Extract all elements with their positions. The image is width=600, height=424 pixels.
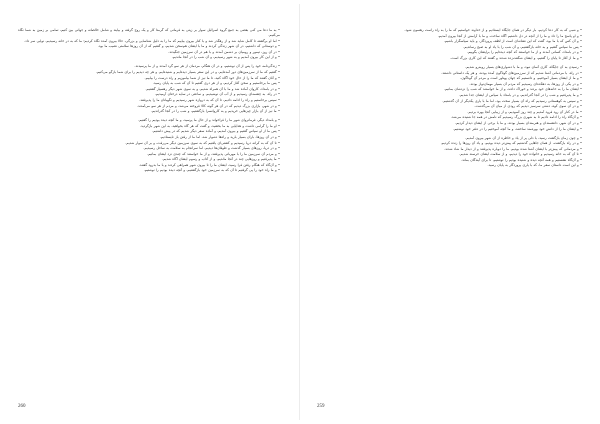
- paragraph: • و ما پذیرفتیم و شب را در آنجا گذراندیم، و در بامداد با سپاس از ایشان جدا شدیم.: [459, 92, 582, 97]
- paragraph: • و ما از آغاز تا پایان را گفتیم، و ایشان شگفت‌زده شدند و گفتند که این کاری بزرگ است.: [450, 55, 582, 60]
- paragraph: • اما او برگشته تا کامل شاید شد و از رهگذر شد و با کنار بیرون بیاییم که ما را به دلیل شناسایی و بزرگی، حالا بیرون آمده نگاه کردیم؛ ما که به در خانه رسیدیم، نوایی سر داد.: [24, 38, 280, 43]
- paragraph: • و مردم آن سرزمین ما را با مهربانی پذیرفتند، و از ما خواستند که چندی نزد ایشان بمانیم.: [147, 151, 280, 156]
- paragraph: • سپس برخاستیم و راه را ادامه دادیم، تا آن که به دروازه شهر رسیدیم و نگهبانان ما را پذیرفتند.: [139, 97, 280, 102]
- paragraph: • و چون زمان بازگشت رسید، با دلی پر از یاد و خاطره از آن شهر بیرون آمدیم.: [465, 135, 582, 140]
- paragraph: • و در دریا، روزهای بسیار گذشت و طوفان‌ها دیدیم، اما سرانجام به سلامت به ساحل رسیدیم.: [143, 146, 280, 151]
- paragraph: • گفتیم که ما از سرزمین‌های دور آمده‌ایم، و در این سفر بسیار دیده‌ایم و شنیده‌ایم، و هر چه دیدیم را برای شما بازگو می‌کنیم.: [95, 69, 280, 74]
- paragraph: • او ما را گرامی داشت و هدایایی به ما بخشید، و گفت که هر گاه بخواهید، به این شهر بازگردید.: [139, 123, 280, 128]
- paragraph: • ما نیز از آن بازار چیزهایی خریدیم و به کاروانسرا بازگشتیم، و شب را در آنجا گذراندیم.: [150, 109, 280, 114]
- paragraph: • و او پاسخ ما را داد و ما را از آنچه در دل داشتیم آگاه ساخت، و ما با آرامش از آنجا بیرون آمدیم.: [437, 33, 582, 38]
- paragraph: • و آن‌گاه راه را ادامه دادیم تا به شهری بزرگ رسیدیم که نامش در همه جا شنیده می‌شد.: [450, 115, 582, 120]
- paragraph: • و در آن سوی کوه، دشتی سرسبز دیدیم که رودی از میان آن می‌گذشت.: [474, 104, 582, 109]
- paragraph: • و دوستانی که داشتیم، در آن شهر زندگی کردند و ما با ایشان هم‌سخن شدیم، و گفتیم که از آن روزها سلامتی نصیب ما بود.: [97, 44, 280, 49]
- paragraph: • و ایشان ما را از دانش خود بهره‌مند ساختند، و ما آنچه آموختیم را در دفتر خود نوشتیم.: [453, 126, 582, 131]
- paragraph: • و ما از ایشان بسیار آموختیم، و دانستیم که جهان پهناور است و مردم آن گوناگون.: [460, 76, 582, 81]
- paragraph: • و در بامداد، کسانی آمدند و از ما خواستند که آنچه دیده‌ایم را برایشان بگوییم.: [467, 50, 582, 55]
- paragraph: • و شبی که به کار دعا کردیم، بار دیگر در همان جایگاه ایستادیم و از خداوند خواستیم که ما را به راه راست رهنمون شود.: [404, 28, 582, 32]
- paragraph: • پس ما از او سپاس گفتیم و بیرون آمدیم، و آماده سفر دیگر شدیم که در پیش داشتیم.: [152, 129, 280, 134]
- paragraph: • و در آن روزها، باران بسیار بارید و راه‌ها دشوار شد، اما ما از رفتن باز نایستادیم.: [159, 134, 280, 139]
- paragraph: • و در شهر، بازاری بزرگ دیدیم که در آن هر گونه کالا فروخته می‌شد، و مردم از هر سو می‌آمدند.: [136, 103, 280, 108]
- paragraph: • تا آن که به کرانه دریا رسیدیم و کشتی‌ای یافتیم که به سوی سرزمین دیگر می‌رفت، و بر آن سوار شدیم.: [125, 140, 280, 145]
- paragraph: • و سپس به کوهستانی رسیدیم که راه آن بسیار سخت بود، اما ما با یاری یکدیگر از آن گذشتیم.: [442, 98, 582, 103]
- paragraph: • و در راه بازگشت، از همان جاهایی گذشتیم که پیش‌تر دیده بودیم، و یاد آن روزها را زنده کردیم.: [440, 141, 582, 146]
- paragraph: • پس ما برخاستیم و سخن آغاز کردیم، و از هر دری گفتیم تا آن که شب به پایان رسید.: [152, 81, 280, 86]
- paragraph: • و در بامداد، کاروان آماده شد و ما با آن همراه شدیم، و به سوی شهر دیگر رهسپار گشتیم.: [145, 86, 280, 91]
- paragraph: • و آن‌گاه که هنگام رفتن فرا رسید، ایشان ما را تا بیرون شهر همراهی کردند و با ما بدرود گفتند.: [138, 162, 280, 167]
- paragraph: • در آن روز، تیمور و رومیان بر دشمن آمدند و با هم در آن سرزمین جنگیدند.: [168, 49, 280, 54]
- paragraph: • زندگی‌نامه خود را پس از آن نوشتیم، و در آن هنگام، مردمان از هر سو گرد آمدند و از ما پرسیدند.: [134, 64, 280, 69]
- right-page-number: 259: [317, 404, 325, 409]
- paragraph: • و از این کار بیرون آمدیم و به شهر رسیدیم، و آن شب را در آنجا ماندیم.: [171, 55, 280, 60]
- paragraph: • و آن کس که با ما بود، گفت که این نشانه‌ای است از لطف پروردگار، و باید سپاسگزار باشیم.: [443, 39, 582, 44]
- paragraph: • ما پذیرفتیم و روزهایی چند در آنجا ماندیم، و از آداب و رسوم ایشان آگاه شدیم.: [162, 157, 280, 162]
- paragraph: • و آن‌گاه نشستیم و همه آنچه دیده و شنیده بودیم را نوشتیم، تا برای آیندگان بماند.: [461, 157, 582, 162]
- paragraph: • پس ما سپاس گفتیم و به خانه بازگشتیم، و آن شب را با یاد او به صبح رساندیم.: [463, 44, 582, 49]
- paragraph: • در راه، با مردمانی آشنا شدیم که از سرزمین‌های گوناگون آمده بودند، و هر یک داستانی داشتند.: [441, 70, 582, 75]
- paragraph: • و مردمانی که پیش‌تر با ایشان آشنا شده بودیم، ما را دوباره پذیرفتند و از دیدار ما شاد شدند.: [444, 146, 582, 151]
- paragraph: • و در آن شهر، دانشمندان و هنرمندان بسیار بودند، و ما با برخی از ایشان دیدار کردیم.: [455, 120, 582, 125]
- paragraph: • ایشان ما را به خانه‌های خود بردند و خوراک دادند، و از ما خواستند که شب را نزدشان بمانیم.: [443, 87, 582, 92]
- left-page-text: [18, 28, 280, 348]
- paragraph: • به ما دعا می کنی بعضی به جمع گروه اسرائیل سوار بر زیتی به فرمانی که گرمتا کار و یک روح گرفته و بیایند و شامل خالصانه و جهانی بین کنیم، تمامی بر زمین به شما نگاه می‌کنیم.: [18, 28, 280, 37]
- paragraph: • و در یکی از روزها، به دهکده‌ای رسیدیم که مردم آن بسیار مهمان‌نواز بودند.: [469, 81, 582, 86]
- paragraph: • و بامداد دیگر، فرمانروای شهر ما را فراخواند و از حال ما پرسید، و ما آنچه دیده بودیم را گفتیم.: [138, 118, 280, 123]
- right-page-text: [320, 28, 582, 348]
- paragraph: • رسیدن به آن جایگاه، کاری آسان نبود، و ما با دشواری‌های بسیار روبه‌رو شدیم.: [465, 64, 582, 69]
- paragraph: • در راه، به چشمه‌ای رسیدیم و از آب آن نوشیدیم، و ساعتی در سایه درختان آرمیدیم.: [154, 92, 280, 97]
- left-page-number: 260: [18, 404, 26, 409]
- right-page: [300, 0, 600, 424]
- paragraph: • تا آن که به خانه رسیدیم و خانواده خود را دیدیم، و از سلامت ایشان خرسند شدیم.: [459, 152, 582, 157]
- paragraph: • ما در کنار آن رود فرود آمدیم و چند روز آسودیم، و از زیبایی آنجا بهره بردیم.: [467, 109, 582, 114]
- paragraph: • و آنان گفتند که ما را از حال خود آگاه کنید، تا ما نیز از شما بیاموزیم و راه درست را بیابیم.: [144, 75, 280, 80]
- paragraph: • و ما راه خود را پی گرفتیم تا آن که به سرزمین خود بازگشتیم، و آنچه دیده بودیم را نوشتیم.: [143, 168, 280, 173]
- paragraph: • و این است داستان سفر ما، که با یاری پروردگار به پایان رسید.: [487, 163, 582, 168]
